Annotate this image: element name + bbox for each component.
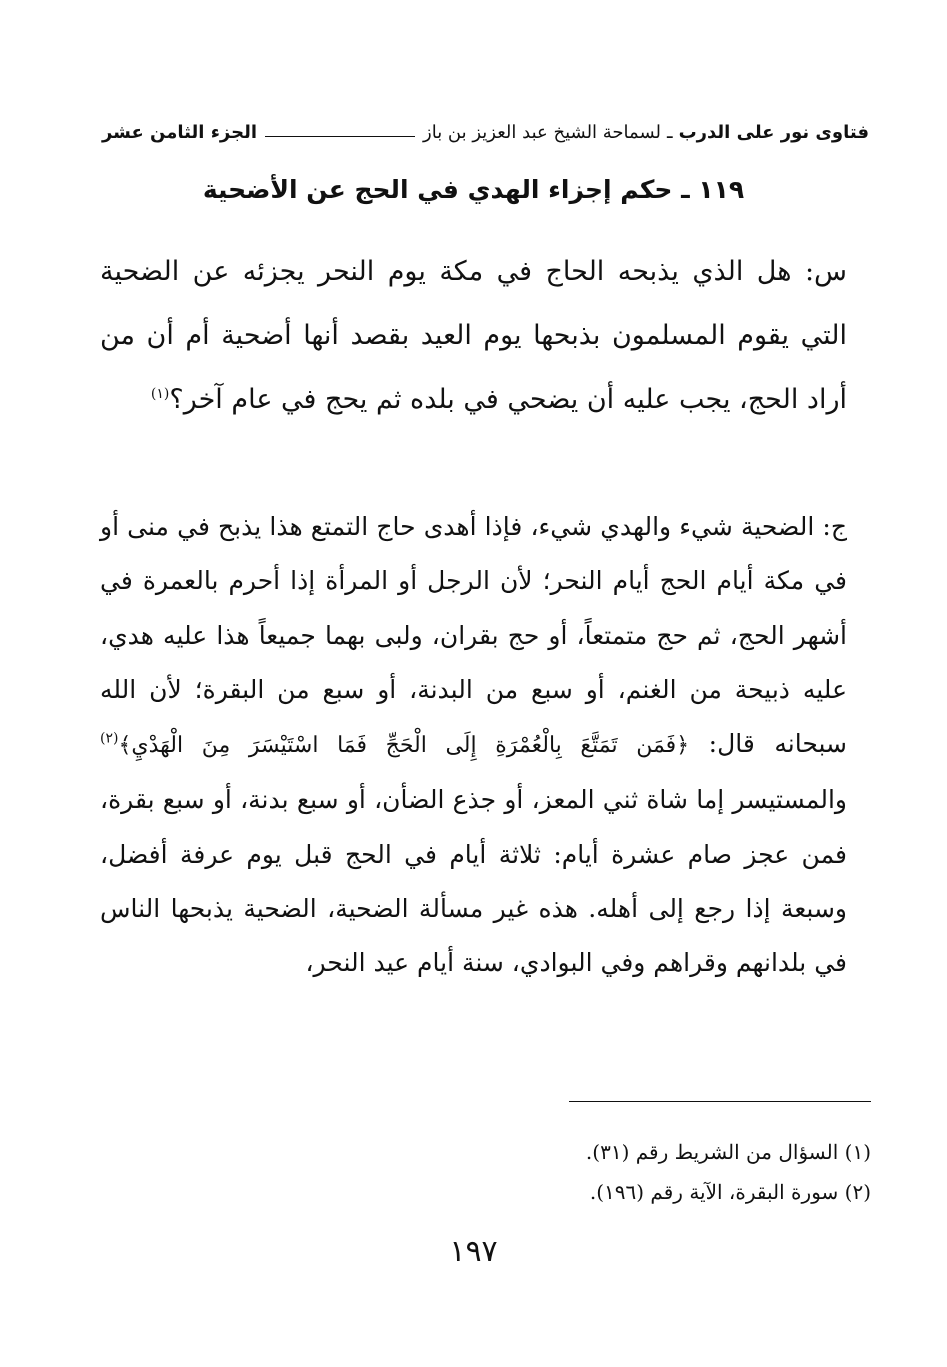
header-book-title: فتاوى نور على الدرب <box>678 121 869 143</box>
answer-text-before-verse: ج: الضحية شيء والهدي شيء، فإذا أهدى حاج التمتع هذا يذبح في منى أو في مكة أيام الحج أيام النحر؛ لأن الرجل أو المرأة إذا أحرم بالعمرة في أشهر الحج، ثم حج متمتعاً، أو حج بقران، ولبى بهما جميعاً هذا عليه هدي، عليه ذبيحة من الغنم، أو سبع من البدنة، أو سبع من البقرة؛ لأن الله سبحانه قال: <box>100 512 848 759</box>
answer-paragraph <box>100 500 847 991</box>
header-author: لسماحة الشيخ عبد العزيز بن باز <box>423 121 661 143</box>
section-title: ١١٩ ـ حكم إجزاء الهدي في الحج عن الأضحية <box>202 175 745 204</box>
footnote-item: (٢) سورة البقرة، الآية رقم (١٩٦). <box>589 1180 871 1204</box>
question-paragraph <box>100 240 847 432</box>
header-rule <box>265 136 415 137</box>
footnotes <box>100 1132 871 1212</box>
footnote-item: (١) السؤال من الشريط رقم (٣١). <box>585 1140 871 1164</box>
header-separator: ـ <box>667 121 673 143</box>
verse-footnote-ref[interactable]: (٢) <box>100 730 119 747</box>
running-header <box>100 116 869 148</box>
footnote-separator <box>569 1101 871 1102</box>
page-number: ١٩٧ <box>449 1234 498 1269</box>
question-text: س: هل الذي يذبحه الحاج في مكة يوم النحر يجزئه عن الضحية التي يقوم المسلمون بذبحها يوم العيد بقصد أنها أضحية أم أن من أراد الحج، يجب عليه أن يضحي في بلده ثم يحج في عام آخر؟ <box>100 256 847 415</box>
quran-verse: ﴿فَمَن تَمَتَّعَ بِالْعُمْرَةِ إِلَى الْحَجِّ فَمَا اسْتَيْسَرَ مِنَ الْهَدْيِ﴾ <box>118 733 690 759</box>
header-part: الجزء الثامن عشر <box>101 121 258 143</box>
answer-text-after-verse: والمستيسر إما شاة ثني المعز، أو جذع الضأن، أو سبع بدنة، أو سبع بقرة، فمن عجز صام عشرة أيام: ثلاثة أيام في الحج قبل يوم عرفة أفضل، وسبعة إذا رجع إلى أهله. هذه غير مسألة الضحية، الضحية يذبحها الناس في بلدانهم وقراهم وفي البوادي، سنة أيام عيد النحر، <box>100 785 847 978</box>
question-footnote-ref[interactable]: (١) <box>150 386 170 402</box>
